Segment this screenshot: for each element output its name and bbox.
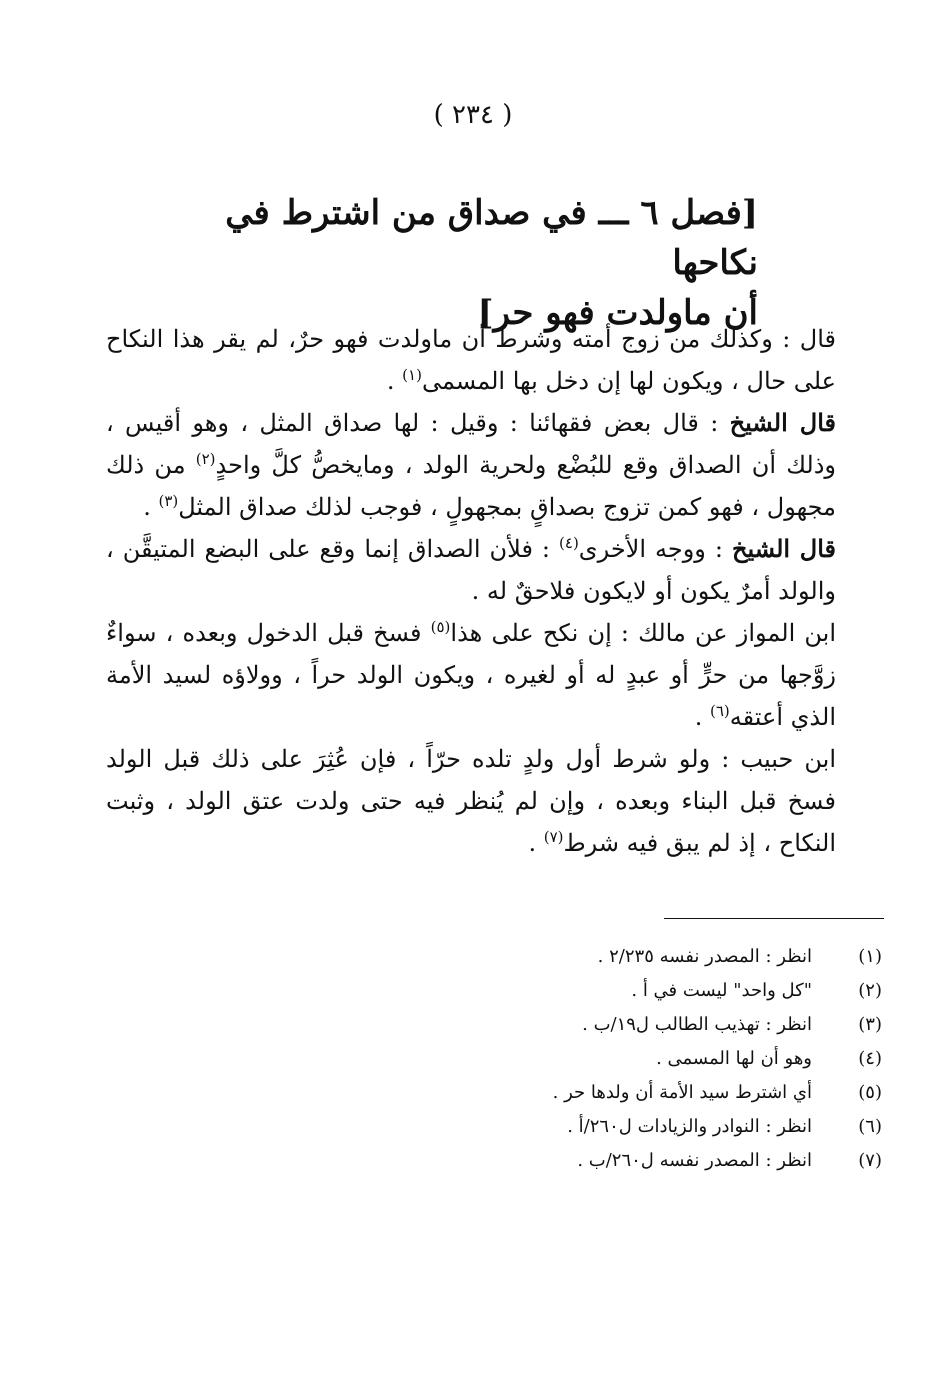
footnote-number: (٢) [858, 980, 882, 1001]
footnote [82, 940, 882, 974]
paragraph-4 [106, 612, 836, 738]
footnote-number: (٤) [858, 1048, 882, 1069]
footnote-number: (٥) [858, 1082, 882, 1103]
paragraph-text: . [386, 367, 403, 395]
footnote-number: (١) [858, 946, 882, 967]
paragraph-text: . [694, 703, 710, 731]
paragraph-text: : قال بعض فقهائنا : وقيل : لها صداق المثل ، وهو أقيس ، وذلك أن الصداق وقع للبُضْع ولحرية الولد ، ومايخصُّ كلَّ واحدٍ [106, 409, 837, 479]
paragraph-text: . [528, 829, 544, 857]
footnote-reference: (٧) [543, 828, 564, 846]
paragraph-text: ابن المواز عن مالك : إن نكح على هذا [450, 619, 837, 647]
chapter-title-line-1: [فصل ٦ ـــ في صداق من اشترط في نكاحها [225, 193, 758, 283]
footnote-reference: (٥) [430, 618, 451, 636]
paragraph-2 [106, 402, 836, 528]
paragraph-text: من ذلك مجهول ، فهو كمن تزوج بصداقٍ بمجهولٍ ، فوجب لذلك صداق المثل [106, 451, 836, 521]
footnote-text: انظر : النوادر والزيادات ل٢٦٠/أ . [567, 1116, 812, 1137]
paragraph-text: فسخ قبل الدخول وبعده ، سواءٌ زوَّجها من حرٍّ أو عبدٍ له أو لغيره ، ويكون الولد حراً ، وولاؤه لسيد الأمة الذي أعتقه [106, 619, 836, 731]
paragraph-text: قال : وكذلك من زوج أمته وشرط أن ماولدت فهو حرٌ، لم يقر هذا النكاح على حال ، ويكون لها إن دخل بها المسمى [106, 325, 836, 395]
chapter-title-line-2: أن ماولدت فهو حر] [477, 293, 758, 333]
footnote-reference: (٢) [195, 450, 216, 468]
speaker-label: قال الشيخ [731, 534, 837, 563]
footnote-reference: (١) [402, 366, 422, 384]
footnote-text: انظر : المصدر نفسه ل٢٦٠/ب . [577, 1150, 812, 1171]
body-text [106, 318, 836, 864]
paragraph-text: : فلأن الصداق إنما وقع على البضع المتيقَّن ، والولد أمرٌ يكون أو لايكون فلاحقٌ له . [106, 535, 836, 605]
paragraph-5 [106, 738, 836, 864]
footnote-reference: (٤) [559, 534, 579, 552]
footnotes [82, 940, 882, 1178]
footnote-text: انظر : المصدر نفسه ٢/٢٣٥ . [597, 946, 812, 967]
paragraph-text: . [143, 493, 159, 521]
footnote-number: (٧) [858, 1150, 882, 1171]
footnote [82, 1144, 882, 1178]
speaker-label: قال الشيخ [729, 408, 836, 437]
footnote [82, 1110, 882, 1144]
footnote-reference: (٣) [158, 492, 179, 510]
footnote-reference: (٦) [709, 702, 730, 720]
footnote-text: أي اشترط سيد الأمة أن ولدها حر . [552, 1082, 812, 1103]
paragraph-text: ابن حبيب : ولو شرط أول ولدٍ تلده حرّاً ، فإن عُثِرَ على ذلك قبل الولد فسخ قبل البناء وبعده ، وإن لم يُنظر فيه حتى ولدت عتق الولد ، وثبت النكاح ، إذ لم يبق فيه شرط [106, 745, 836, 857]
page-number: ( ٢٣٤ ) [433, 100, 513, 130]
footnote-text: وهو أن لها المسمى . [656, 1048, 812, 1069]
paragraph-1 [106, 318, 836, 402]
footnote [82, 1042, 882, 1076]
footnote [82, 1008, 882, 1042]
footnote-text: "كل واحد" ليست في أ . [631, 980, 812, 1001]
footnote-text: انظر : تهذيب الطالب ل١٩/ب . [582, 1014, 812, 1035]
paragraph-text: : ووجه الأخرى [578, 535, 732, 563]
footnote-number: (٣) [858, 1014, 882, 1035]
chapter-title [158, 188, 758, 338]
footnote-divider [664, 918, 884, 919]
footnote-number: (٦) [858, 1116, 882, 1137]
footnote [82, 974, 882, 1008]
footnote [82, 1076, 882, 1110]
paragraph-3 [106, 528, 836, 612]
